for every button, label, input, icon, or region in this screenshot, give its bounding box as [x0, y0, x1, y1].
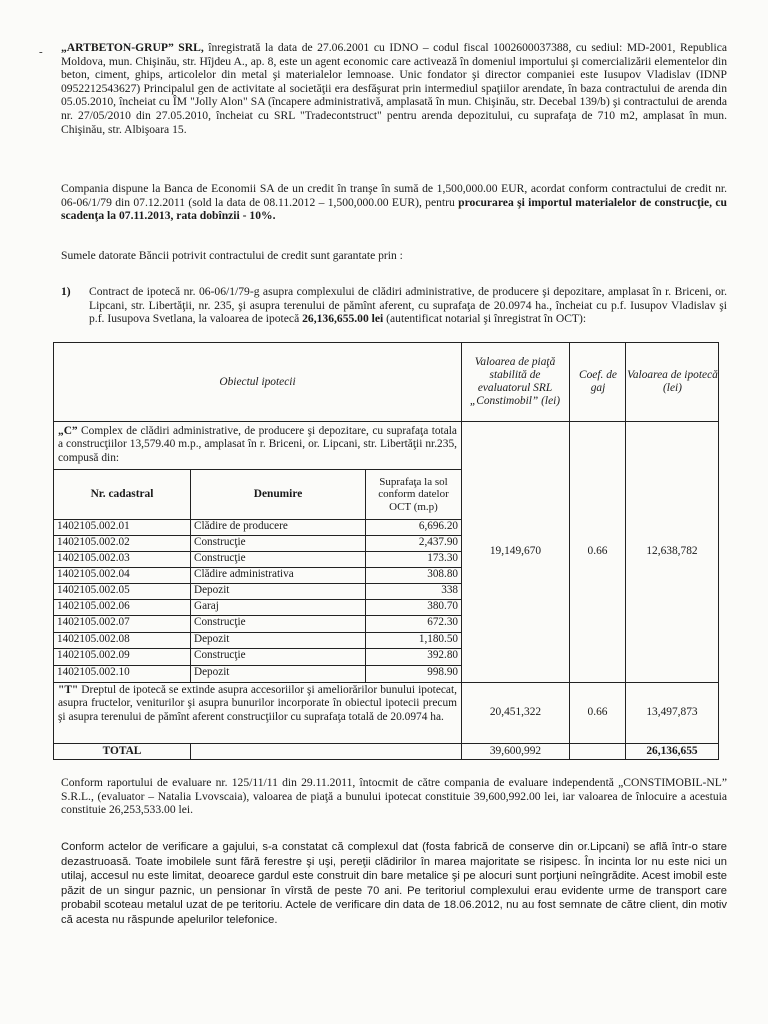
mortgage-value: 26,136,655.00 lei: [302, 312, 384, 326]
complex-c-coef: 0.66: [587, 545, 608, 558]
cadastral-number: 1402105.002.06: [57, 600, 130, 612]
building-area: 173.30: [427, 552, 458, 564]
building-name: Construcţie: [194, 616, 246, 628]
building-area: 308.80: [427, 568, 458, 580]
land-t-label: "T": [58, 684, 79, 696]
complex-c-mortgage-value: 12,638,782: [646, 545, 698, 558]
credit-text: Compania dispune la Banca de Economii SA de un credit în tranşe în sumă de 1,500,000.00 EUR, acordat conform contractului de credit nr. 06-06/1/79 din 07.12.2011 (sold la data de 08.11.2012 – 1,500,000.00 EUR), pentru: [61, 182, 727, 209]
cadastral-number: 1402105.002.09: [57, 649, 130, 661]
mortgage-contract-text: Contract de ipotecă nr. 06-06/1/79-g asupra complexului de clădiri administrative, de producere şi depozitare, amplasat în r. Briceni, or. Lipcani, str. Libertăţii, nr. 235, şi asupra terenului de pămînt aferent, cu suprafaţa de 20.0974 ha., încheiat cu p.f. Iusupov Vladislav şi p.f. Iusupova Svetlana, la valoarea de ipotecă: [89, 285, 727, 326]
complex-c-text: Complex de clădiri administrative, de producere şi depozitare, cu suprafaţa totala a construcţiilor 13,579.40 m.p., amplasat în r. Briceni, or. Lipcani, str. Libertăţii nr.235, compusă din:: [58, 425, 457, 464]
complex-c-description: [58, 425, 457, 465]
building-area: 392.80: [427, 649, 458, 661]
subheader-cadastral: Nr. cadastral: [90, 487, 154, 500]
cadastral-number: 1402105.002.02: [57, 536, 130, 548]
header-coef: Coef. de gaj: [579, 369, 617, 394]
land-t-text: Dreptul de ipotecă se extinde asupra accesoriilor şi ameliorărilor bunului ipotecat, asupra fructelor, veniturilor şi asupra bunurilor incorporate în obiectul ipotecii precum şi asupra terenului de pămînt aferent construcţiilor cu suprafaţa totală de 20.0974 ha.: [58, 684, 457, 723]
building-area: 672.30: [427, 616, 458, 628]
building-area: 1,180.50: [418, 633, 458, 645]
cadastral-number: 1402105.002.04: [57, 568, 130, 580]
company-description: [61, 41, 727, 136]
header-object: Obiectul ipotecii: [219, 375, 296, 388]
inspection-paragraph: Conform actelor de verificare a gajului, s-a constatat că complexul dat (fosta fabrică de conserve din or.Lipcani) se află într-o stare dezastruoasă. Toate imobilele sunt fără ferestre şi uşi, pereţii clădirilor în marea majoritate se risipesc. În incinta lor nu este nici un utilaj, accesul nu este limitat, deoarece gardul este construit din bare metalice şi pe alocuri sunt porţiuni neîngrădite. Acest imobil este păzit de un singur paznic, un pensionar în vîrstă de peste 70 ani. Pe teritoriul complexului erau evidente urme de transport care probabil scoteau metalul uzat de pe teritoriu. Actele de verificare din data de 18.06.2012, nu au fost semnate de către client, din motiv că acesta nu răspunde apelurilor telefonice.: [61, 841, 727, 926]
building-name: Garaj: [194, 600, 219, 612]
building-name: Depozit: [194, 666, 230, 678]
cadastral-number: 1402105.002.10: [57, 666, 130, 678]
building-name: Depozit: [194, 584, 230, 596]
land-t-description: [58, 684, 457, 724]
evaluation-paragraph: Conform raportului de evaluare nr. 125/11/11 din 29.11.2011, întocmit de către compania de evaluare independentă „CONSTIMOBIL-NL” S.R.L., (evaluator – Natalia Lvovscaia), valoarea de piaţă a bunului ipotecat constituie 39,600,992.00 lei, iar valoarea de înlocuire a acestuia constituie 26,253,533.00 lei.: [61, 776, 727, 817]
total-label: TOTAL: [102, 744, 142, 757]
header-mortgage-value: Valoarea de ipotecă (lei): [627, 369, 718, 394]
complex-c-market-value: 19,149,670: [489, 545, 542, 558]
building-name: Construcţie: [194, 536, 246, 548]
building-name: Construcţie: [194, 649, 246, 661]
complex-c-label: „C”: [58, 425, 78, 437]
cadastral-number: 1402105.002.07: [57, 616, 130, 628]
cadastral-number: 1402105.002.01: [57, 520, 130, 532]
cadastral-number: 1402105.002.05: [57, 584, 130, 596]
building-name: Clădire administrativa: [194, 568, 294, 580]
guarantee-intro: Sumele datorate Băncii potrivit contractului de credit sunt garantate prin :: [61, 249, 403, 262]
subheader-name: Denumire: [253, 487, 303, 500]
land-t-coef: 0.66: [587, 706, 608, 719]
mortgage-contract-tail: (autentificat notarial şi înregistrat în OCT):: [383, 312, 587, 326]
building-area: 380.70: [427, 600, 458, 612]
total-line: [190, 743, 191, 759]
header-market-value: Valoarea de piaţă stabilită de evaluatorul SRL „Constimobil” (lei): [469, 356, 561, 407]
land-t-mortgage-value: 13,497,873: [646, 706, 698, 719]
building-area: 6,696.20: [418, 520, 458, 532]
credit-purpose: procurarea şi importul materialelor de construcţie, cu scadenţa la 07.11.2013, rata dobînzii - 10%.: [61, 195, 727, 223]
company-description-text: înregistrată la data de 27.06.2001 cu IDNO – codul fiscal 1002600037388, cu sediul: MD-2001, Republica Moldova, mun. Chişinău, str. Hîjdeu A., ap. 8, este un agent economic care activează în domeniul importului şi comercializării elementelor din beton, ciment, ghips, articolelor din metal şi materialelor lemnoase. Unic fondator şi director companiei este Iusupov Vladislav (IDNP 0952212543627) Principalul gen de activitate al societăţii era desfăşurat prin intermediul spaţiilor arendate, în baza contractului de arenda din 05.05.2010, încheiat cu ÎM "Jolly Alon" SA (încapere administrativă, amplasată în mun. Chişinău, str. Decebal 139/b) şi contractului de arenda nr. 27/05/2010 din 27.05.2010, încheiat cu SRL "Tradecontstruct" pentru arenda depozitului, cu suprafaţa de 710 m2, amplasat în mun. Chişinău, str. Albişoara 15.: [61, 41, 727, 136]
building-name: Clădire de producere: [194, 520, 288, 532]
land-t-market-value: 20,451,322: [489, 706, 542, 719]
item-number: 1): [61, 285, 71, 298]
cadastral-number: 1402105.002.08: [57, 633, 130, 645]
mortgage-contract-paragraph: [89, 285, 727, 326]
total-market-value: 39,600,992: [489, 744, 542, 757]
margin-dash: -: [39, 46, 43, 58]
cadastral-number: 1402105.002.03: [57, 552, 130, 564]
credit-paragraph: [61, 182, 727, 223]
subheader-area: Suprafaţa la sol conform datelor OCT (m.p): [378, 475, 449, 513]
building-area: 2,437.90: [418, 536, 458, 548]
total-mortgage-value: 26,136,655: [646, 744, 698, 757]
building-name: Construcţie: [194, 552, 246, 564]
building-area: 338: [441, 584, 458, 596]
building-name: Depozit: [194, 633, 230, 645]
company-name: „ARTBETON-GRUP” SRL,: [61, 41, 204, 54]
building-area: 998.90: [427, 666, 458, 678]
mortgage-table: [53, 342, 719, 760]
